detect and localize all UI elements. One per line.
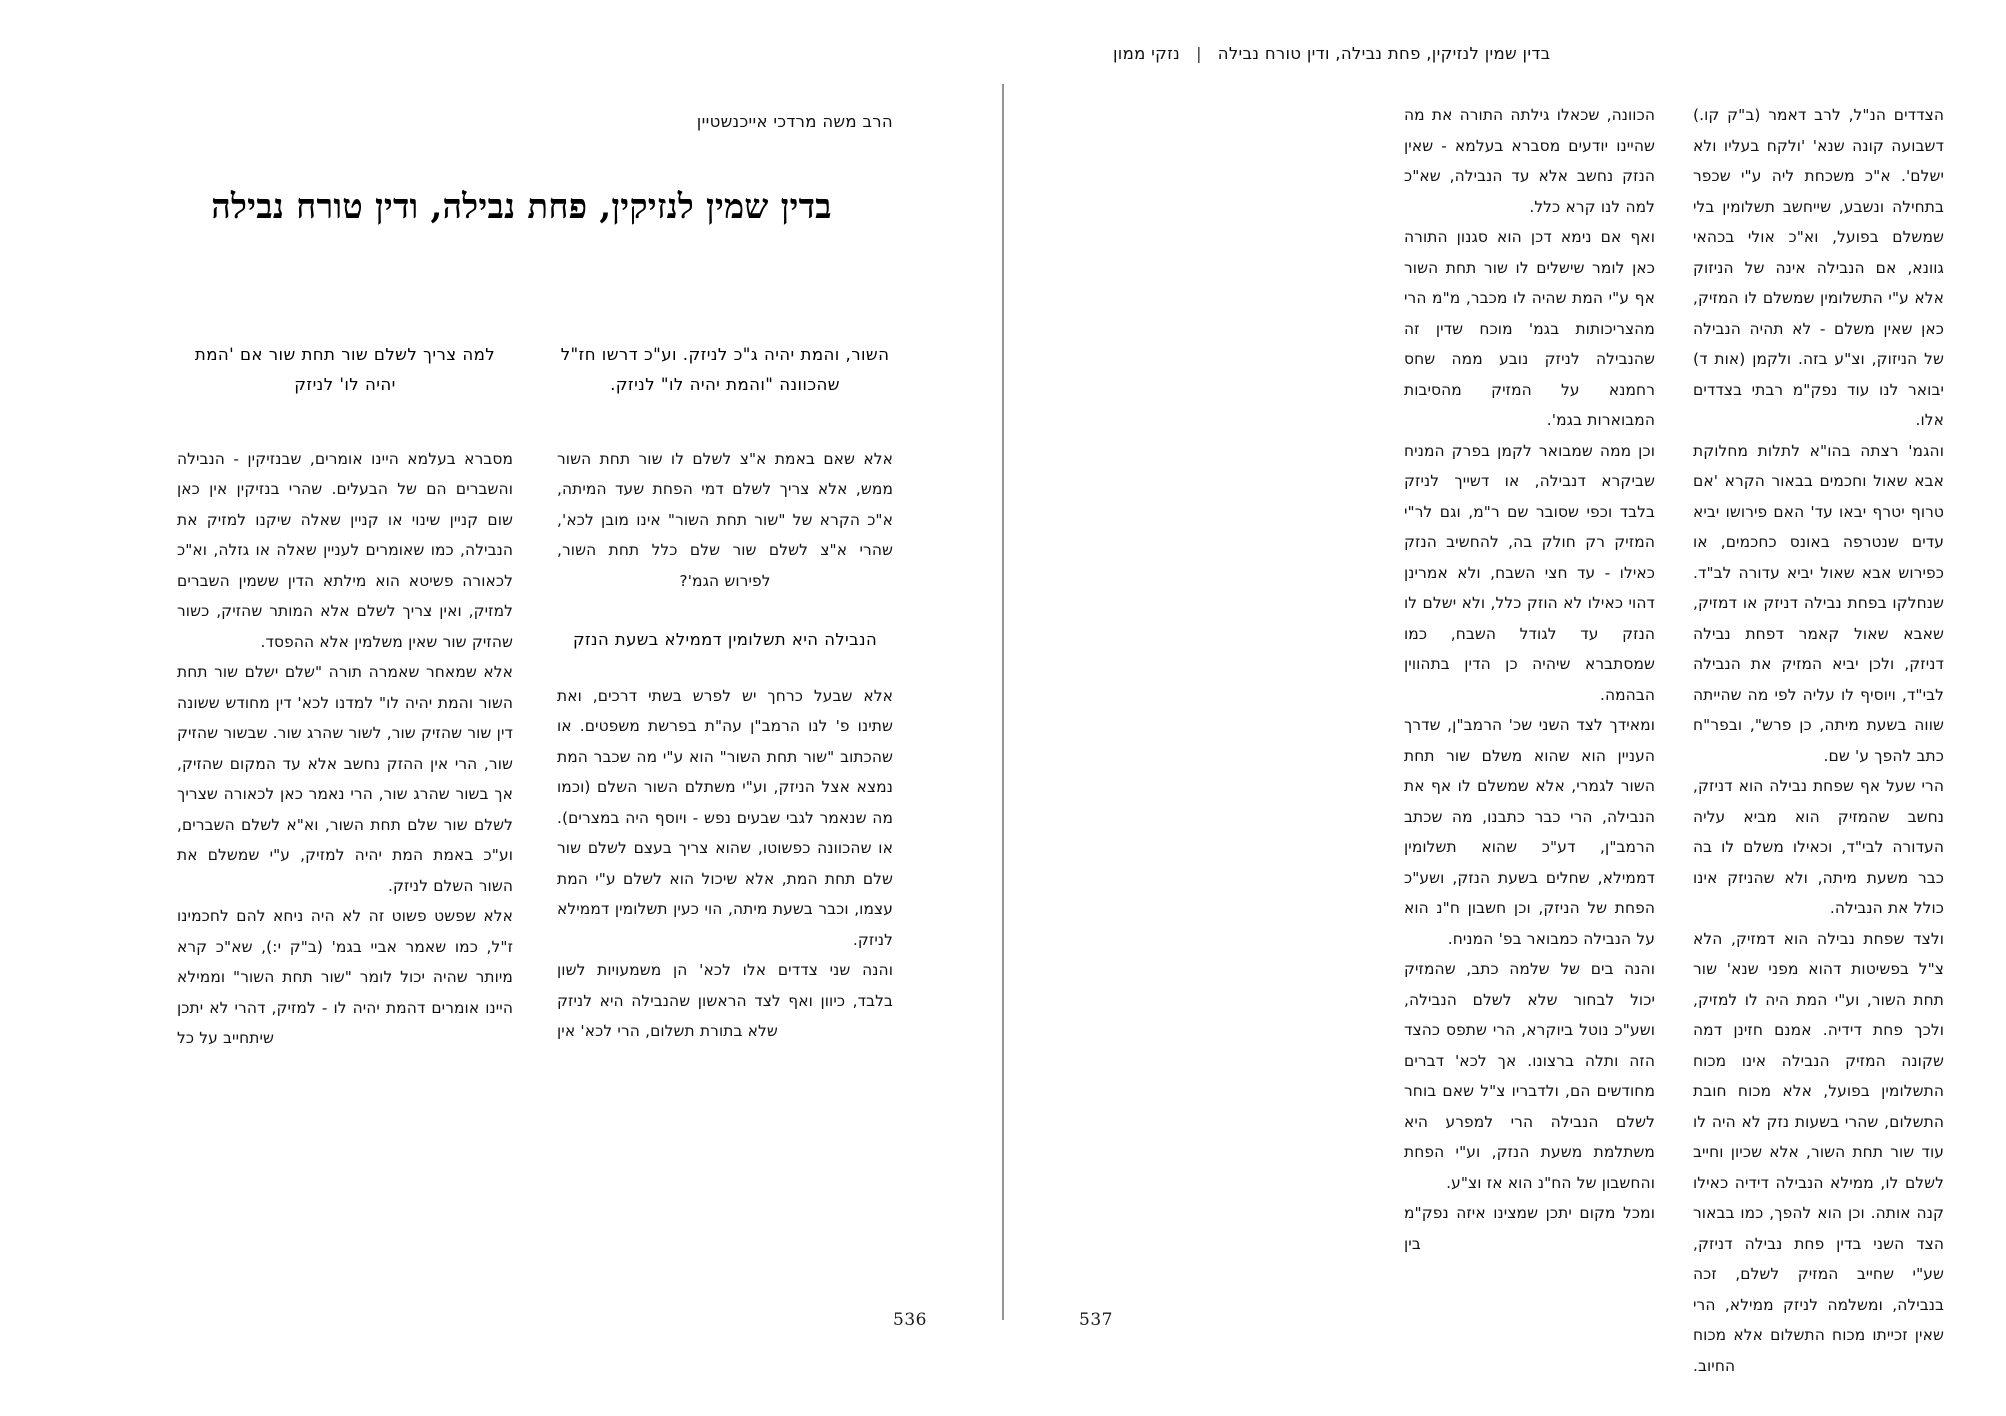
paragraph: אלא שאם באמת א"צ לשלם לו שור תחת השור ממש, אלא צריך לשלם דמי הפחת שעד המיתה, א"כ הקרא של "שור תחת השור" אינו מובן לכא', שהרי א"צ לשלם שור שלם כלל תחת השור, לפירוש הגמ'? [557,449,893,590]
page-verso [1003,0,2006,1416]
column-opening-head: למה צריך לשלם שור תחת שור אם 'המת יהיה לו' לניזק [194,345,496,394]
paragraph: אלא שבעל כרחך יש לפרש בשתי דרכים, ואת שתינו פ' לנו הרמב"ן עה"ת בפרשת משפטים. או שהכתוב "שור תחת השור" הוא ע"י מה שכבר המת נמצא אצל הניזק, וע"י משתלם השור השלם (וכמו מה שנאמר לגבי שבעים נפש - ויוסף היה במצרים). או שהכוונה כפשוטו, שהוא צריך בעצם לשלם שור שלם תחת המת, אלא שיכול הוא לשלם ע"י המת עצמו, וכבר בשעת מיתה, הוי כעין תשלומין דממילא לניזק. [557,686,893,949]
column-opening-head: השור, והמת יהיה ג"כ לניזק. וע"כ דרשו חז"ל שהכוונה "והמת יהיה לו" לניזק. [560,345,890,394]
paragraph: ולצד שפחת נבילה הוא דמזיק, הלא צ"ל בפשיטות דהוא מפני שנא' שור תחת השור, וע"י המת היה לו למזיק, ולכך פחת דידיה. אמנם חזינן דמה שקונה המזיק הנבילה אינו מכוח התשלומין בפועל, אלא מכוח חובת התשלום, שהרי בשעות נזק לא היה לו עוד שור תחת השור, אלא שכיון וחייב לשלם לו, ממילא הנבילה דידיה כאילו קנה אותה. וכן הוא להפך, כמו בבאור הצד השני בדין פחת נבילה דניזק, שע"י שחייב המזיק לשלם, זכה בנבילה, ומשלמה לניזק ממילא, הרי שאין זכייתו מכוח התשלום אלא מכוח החיוב. [1693,929,1944,1375]
paragraph: וכן ממה שמבואר לקמן בפרק המניח שביקרא דנבילה, או דשייך לניזק בלבד וכפי שסובר שם ר"מ, וגם לר"י המזיק רק חולק בה, להחשיב הנזק כאילו - עד חצי השבח, ולא אמרינן דהוי כאילו לא הוזק כלל, ולא ישלם לו הנזק עד לגודל השבח, כמו שמסתברא שיהיה כן הדין בתהווין הבהמה. [1404,441,1655,704]
paragraph: הצדדים הנ"ל, לרב דאמר (ב"ק קו.) דשבועה קונה שנא' 'ולקח בעליו ולא ישלם'. א"כ משכחת ליה ע"י שכפר בתחילה ונשבע, שייחשב תשלומין בלי שמשלם בפועל, וא"כ אולי בכהאי גוונא, אם הנבילה אינה של הניזוק אלא ע"י התשלומין שמשלם לו המזיק, כאן שאין משלם - לא תהיה הנבילה של הניזוק, וצ"ע בזה. ולקמן (אות ד) יבואר לנו עוד נפק"מ רבתי בצדדים אלו. [1693,106,1944,429]
recto-column-outer [177,340,513,1260]
paragraph: ומכל מקום יתכן שמצינו איזה נפק"מ בין [1404,1204,1655,1253]
paragraph: אלא שמאחר שאמרה תורה "שלם ישלם שור תחת השור והמת יהיה לו" למדנו לכא' דין מחודש ששונה דין שור שהזיק שור, לשור שהרג שור. שבשור שהזיק שור, הרי אין ההזק נחשב אלא עד המקום שהזיק, אך בשור שהרג שור, הרי נאמר כאן לכאורה שצריך לשלם שור שלם תחת השור, וא"א לשלם השברים, וע"כ באמת המת יהיה למזיק, ע"י שמשלם את השור השלם לניזק. [177,663,513,895]
paragraph: והנה שני צדדים אלו לכא' הן משמעויות לשון בלבד, כיוון ואף לצד הראשון שהנבילה היא לניזק שלא בתורת תשלום, הרי לכא' אין [557,961,893,1041]
paragraph: הכוונה, שכאלו גילתה התורה את מה שהיינו יודעים מסברא בעלמא - שאין הנזק נחשב אלא עד הנבילה, שא"כ למה לנו קרא כלל. [1404,106,1655,216]
running-header-section: נזקי ממון [1113,44,1181,63]
paragraph: והנה בים של שלמה כתב, שהמזיק יכול לבחור שלא לשלם הנבילה, ושע"כ נוטל ביוקרא, הרי שתפס כהצד הזה ותלה ברצונו. אך לכא' דברים מחודשים הם, ולדבריו צ"ל שאם בוחר לשלם הנבילה הרי למפרע היא משתלמת משעת הנזק, וע"י הפחת והחשבון של הח"נ הוא אז וצ"ע. [1404,960,1655,1192]
verso-column-grid [1115,100,1944,1375]
verso-column-middle [1404,100,1655,1260]
recto-column-grid [62,340,893,1260]
paragraph: אלא שפשט פשוט זה לא היה ניחא להם לחכמינו ז"ל, כמו שאמר אביי בגמ' (ב"ק י:), שא"כ קרא מיותר שהיה יכול לומר "שור תחת השור" וממילא היינו אומרים דהמת יהיה לו - למזיק, דהרי לא יתכן שיתחייב על כל [177,907,513,1048]
article-title: בדין שמין לנזיקין, פחת נבילה, ודין טורח נבילה [211,186,832,227]
paragraph: ואף אם נימא דכן הוא סגנון התורה כאן לומר שישלים לו שור תחת השור אף ע"י המת שהיה לו מכבר, מ"מ הרי מהצריכותות בגמ' מוכח שדין זה שהנבילה לניזק נובע ממה שחס רחמנא על המזיק מהסיבות המבוארות בגמ'. [1404,228,1655,429]
verso-column-outer [1693,100,1944,1375]
running-header-separator: | [1196,44,1202,63]
author-byline: הרב משה מרדכי אייכנשטיין [696,112,893,131]
folio-number-recto: 536 [893,1310,927,1330]
running-header-article: בדין שמין לנזיקין, פחת נבילה, ודין טורח נבילה [1217,44,1551,63]
verso-column-inner [1115,100,1366,1260]
paragraph: הרי שעל אף שפחת נבילה הוא דניזק, נחשב שהמזיק הוא מביא עליה העדורה לבי"ד, וכאילו משלם לו בה כבר משעת מיתה, ולא שהניזק אינו כולל את הנבילה. [1693,777,1944,917]
folio-number-verso: 537 [1079,1310,1113,1330]
paragraph: ומאידך לצד השני שכ' הרמב"ן, שדרך העניין הוא שהוא משלם שור תחת השור לגמרי, אלא שמשלם לו אף את הנבילה, הרי כבר כתבנו, מה שכתב הרמב"ן, דע"כ שהוא תשלומין דממילא, שחלים בשעת הנזק, ושע"כ הפחת של הניזק, וכן חשבון ח"נ הוא על הנבילה כמבואר בפ' המניח. [1404,716,1655,948]
recto-column-inner [557,340,893,1260]
paragraph: מסברא בעלמא היינו אומרים, שבנזיקין - הנבילה והשברים הם של הבעלים. שהרי בנזיקין אין כאן שום קניין שינוי או קניין שאלה שיקנו למזיק את הנבילה, כמו שאומרים לעניין שאלה או גזלה, וא"כ לכאורה פשיטא הוא מילתא הדין ששמין השברים למזיק, ואין צריך לשלם אלא המותר שהזיק, כשור שהזיק שור שאין משלמין אלא ההפסד. [177,449,513,651]
running-header [1113,44,1896,63]
paragraph: והגמ' רצתה בהו"א לתלות מחלוקת אבא שאול וחכמים בבאור הקרא 'אם טרוף יטרף יבאו עד' האם פירושו יביא עדים שנטרפה באונס כחכמים, או כפירוש אבא שאול יביא עדורה לב"ד. שנחלקו בפחת נבילה דניזק או דמזיק, שאבא שאול קאמר דפחת נבילה דניזק, ולכן יביא המזיק את הנבילה לבי"ד, ויוסיף לו עליה לפי מה שהייתה שווה בשעת מיתה, כן פרש", ובפר"ח כתב להפך ע' שם. [1693,441,1944,765]
section-subheading: הנבילה היא תשלומין דממילא בשעת הנזק [572,630,878,650]
